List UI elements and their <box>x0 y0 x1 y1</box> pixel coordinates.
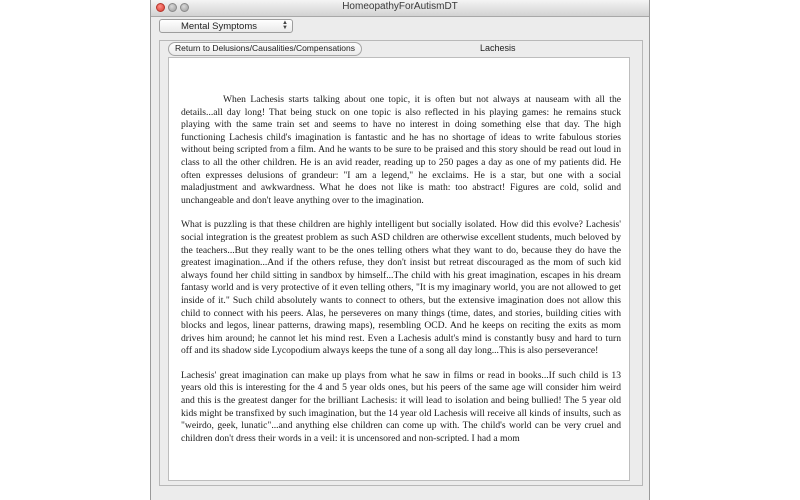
paragraph: What is puzzling is that these children are highly intelligent but socially isolated. How did this evolve? Lachesis' social integration is the greatest problem as such ASD children are otherwise excellent students, much beloved by the teachers...But they really want to be the ones telling others what they want to do, because they do have the greatest imagination...And if the others refuse, they don't insist but retreat discouraged as the mom of such kid always found her child sitting in sandbox by himself...The child with his great imagination, escapes in his dream fantasy world and is very protective of it even telling others, "It is my imaginary world, you are not allowed to get inside of it." Such child absolutely wants to connect to others, but the extensive imagination does not allow this child to connect with his peers. Alas, he perseveres on many things (time, dates, and stories, building cities with blocks and legos, linear patterns, drawing maps), resembling OCD. And he keeps on reciting the exits as mom drives him around; he cannot let his mind rest. Even a Lachesis adult's mind is constantly busy and hard to turn off and its shadow side Lycopodium always keeps the tune of a song all day long...This is also perseverance! <box>181 219 621 357</box>
updown-arrows-icon: ▲ ▼ <box>282 20 288 31</box>
remedy-title: Lachesis <box>480 43 516 53</box>
window-title: HomeopathyForAutismDT <box>342 1 458 12</box>
paragraph: Lachesis' great imagination can make up plays from what he saw in films or read in books...If such child is 13 years old this is interesting for the 4 and 5 year olds ones, but his peers of the same age will consider him weird and this is the greatest danger for the brilliant Lachesis: it will lead to isolation and being bullied! The 5 year old kids might be transfixed by such imagination, but the 14 year old Lachesis will receive all kinds of insults, such as "weirdo, geek, lunatic"...and anything else children can come up with. The child's world can be very cruel and children don't dress their words in a veil: it is uncensored and non-scripted. I had a mom <box>181 369 621 444</box>
title-bar[interactable] <box>151 0 649 17</box>
return-to-delusions-button[interactable]: Return to Delusions/Causalities/Compensations <box>168 42 362 56</box>
category-select[interactable] <box>159 19 293 33</box>
category-select-value: Mental Symptoms <box>180 21 258 32</box>
remedy-text-area[interactable] <box>168 57 630 481</box>
paragraph: When Lachesis starts talking about one topic, it is often but not always at nauseam with all the details...all day long! That being stuck on one topic is also reflected in his playing games: he remains stuck playing with the same train set and seems to have no interest in doing something else that day. The high functioning Lachesis child's imagination is fantastic and he has no shortage of ideas to write fabulous stories without being scripted from a film. And he wants to be sure to be praised and this story should be read out loud in class to all the other children. He is an avid reader, reading up to 250 pages a day as one of my patients did. He often expresses delusions of grandeur: "I am a legend," he exclaims. He is a star, but one with a social maladjustment and awkwardness. What he does not like is math: too abstract! Figures are cold, solid and unchangeable and don't leave anything over to the imagination. <box>181 94 621 206</box>
